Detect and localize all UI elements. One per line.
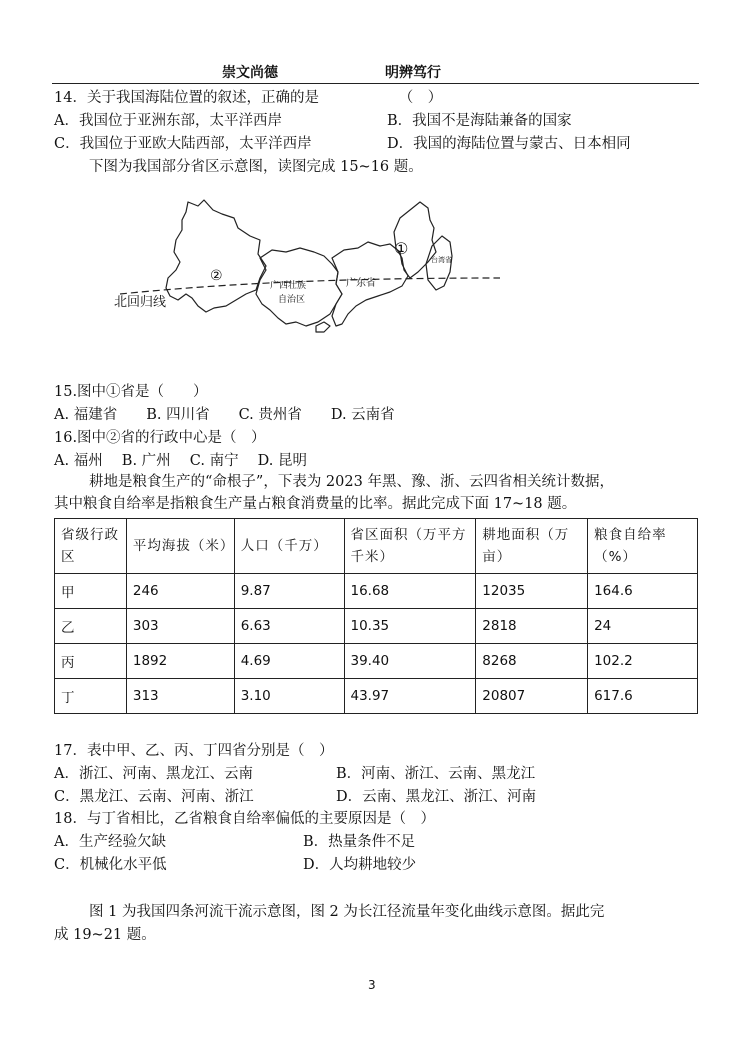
table-intro-line1: 耕地是粮食生产的“命根子”，下表为 2023 年黑、豫、浙、云四省相关统计数据， [89, 474, 614, 490]
table-cell: 20807 [476, 679, 588, 714]
header-cell: 人口（千万） [234, 519, 344, 574]
q17-option-a: A．浙江、河南、黑龙江、云南 [54, 766, 253, 782]
table-cell: 2818 [476, 609, 588, 644]
q18-option-d: D．人均耕地较少 [303, 857, 417, 873]
q14-option-b: B．我国不是海陆兼备的国家 [387, 113, 572, 129]
header-cell: 耕地面积（万亩） [476, 519, 588, 574]
header-cell: 省区面积（万平方千米） [344, 519, 476, 574]
q18-stem: 18．与丁省相比，乙省粮食自给率偏低的主要原因是（ ） [54, 811, 435, 827]
table-cell: 39.40 [344, 644, 476, 679]
table-cell: 1892 [126, 644, 234, 679]
table-cell: 甲 [55, 574, 127, 609]
rivers-intro-line1: 图 1 为我国四条河流干流示意图，图 2 为长江径流量年变化曲线示意图。据此完 [89, 904, 605, 920]
table-cell: 164.6 [588, 574, 698, 609]
q14-option-a: A．我国位于亚洲东部，太平洋西岸 [54, 113, 282, 129]
table-cell: 12035 [476, 574, 588, 609]
rivers-intro-line2: 成 19~21 题。 [54, 927, 156, 943]
q18-option-b: B．热量条件不足 [303, 834, 416, 850]
table-cell: 4.69 [234, 644, 344, 679]
table-row [55, 609, 698, 644]
taiwan-label: 台湾省 [431, 256, 452, 264]
q15-options: A. 福建省 B. 四川省 C. 贵州省 D. 云南省 [54, 407, 395, 423]
q16-options: A. 福州 B. 广州 C. 南宁 D. 昆明 [54, 453, 308, 469]
header-rule [52, 83, 699, 84]
q17-option-d: D．云南、黑龙江、浙江、河南 [336, 789, 537, 805]
province-2-outline [166, 200, 266, 312]
table-cell: 617.6 [588, 679, 698, 714]
guangdong-label: 广东省 [346, 278, 376, 289]
q18-option-c: C．机械化水平低 [54, 857, 167, 873]
table-row [55, 574, 698, 609]
table-cell: 3.10 [234, 679, 344, 714]
table-cell: 丁 [55, 679, 127, 714]
table-cell: 43.97 [344, 679, 476, 714]
page-header [0, 62, 751, 82]
q17-option-b: B．河南、浙江、云南、黑龙江 [336, 766, 536, 782]
header-motto-left: 崇文尚德 [222, 65, 278, 81]
table-cell: 8268 [476, 644, 588, 679]
table-cell: 6.63 [234, 609, 344, 644]
q17-option-c: C．黑龙江、云南、河南、浙江 [54, 789, 254, 805]
table-cell: 24 [588, 609, 698, 644]
map-label-1: ① [394, 239, 409, 258]
table-header-row [55, 519, 698, 574]
map-label-2: ② [210, 268, 223, 284]
table-cell: 246 [126, 574, 234, 609]
q14-option-d: D．我国的海陆位置与蒙古、日本相同 [387, 136, 631, 152]
q14-stem: 14．关于我国海陆位置的叙述，正确的是 （ ） [54, 90, 443, 106]
page-number: 3 [368, 978, 376, 992]
province-map [110, 194, 506, 334]
q17-stem: 17．表中甲、乙、丙、丁四省分别是（ ） [54, 743, 334, 759]
province-stats-table [54, 518, 698, 714]
q14-option-c: C．我国位于亚欧大陆西部，太平洋西岸 [54, 136, 312, 152]
table-cell: 303 [126, 609, 234, 644]
q15-stem: 15.图中①省是（ ） [54, 384, 208, 400]
guangxi-label-line1: 广西壮族 [270, 281, 307, 291]
header-cell: 省级行政区 [55, 519, 127, 574]
header-cell: 粮食自给率（%） [588, 519, 698, 574]
table-cell: 丙 [55, 644, 127, 679]
table-cell: 102.2 [588, 644, 698, 679]
table-cell: 16.68 [344, 574, 476, 609]
q16-stem: 16.图中②省的行政中心是（ ） [54, 430, 266, 446]
header-motto-right: 明辨笃行 [385, 65, 441, 81]
header-cell: 平均海拔（米） [126, 519, 234, 574]
table-row [55, 679, 698, 714]
table-cell: 313 [126, 679, 234, 714]
guangxi-label-line2: 自治区 [278, 295, 306, 305]
table-intro-line2: 其中粮食自给率是指粮食生产量占粮食消费量的比率。据此完成下面 17~18 题。 [54, 496, 577, 512]
map-intro: 下图为我国部分省区示意图，读图完成 15~16 题。 [89, 159, 423, 175]
table-row [55, 644, 698, 679]
table-cell: 乙 [55, 609, 127, 644]
q18-option-a: A．生产经验欠缺 [54, 834, 166, 850]
hainan-outline [316, 322, 330, 332]
table-cell: 10.35 [344, 609, 476, 644]
tropic-label: 北回归线 [114, 295, 167, 310]
table-cell: 9.87 [234, 574, 344, 609]
